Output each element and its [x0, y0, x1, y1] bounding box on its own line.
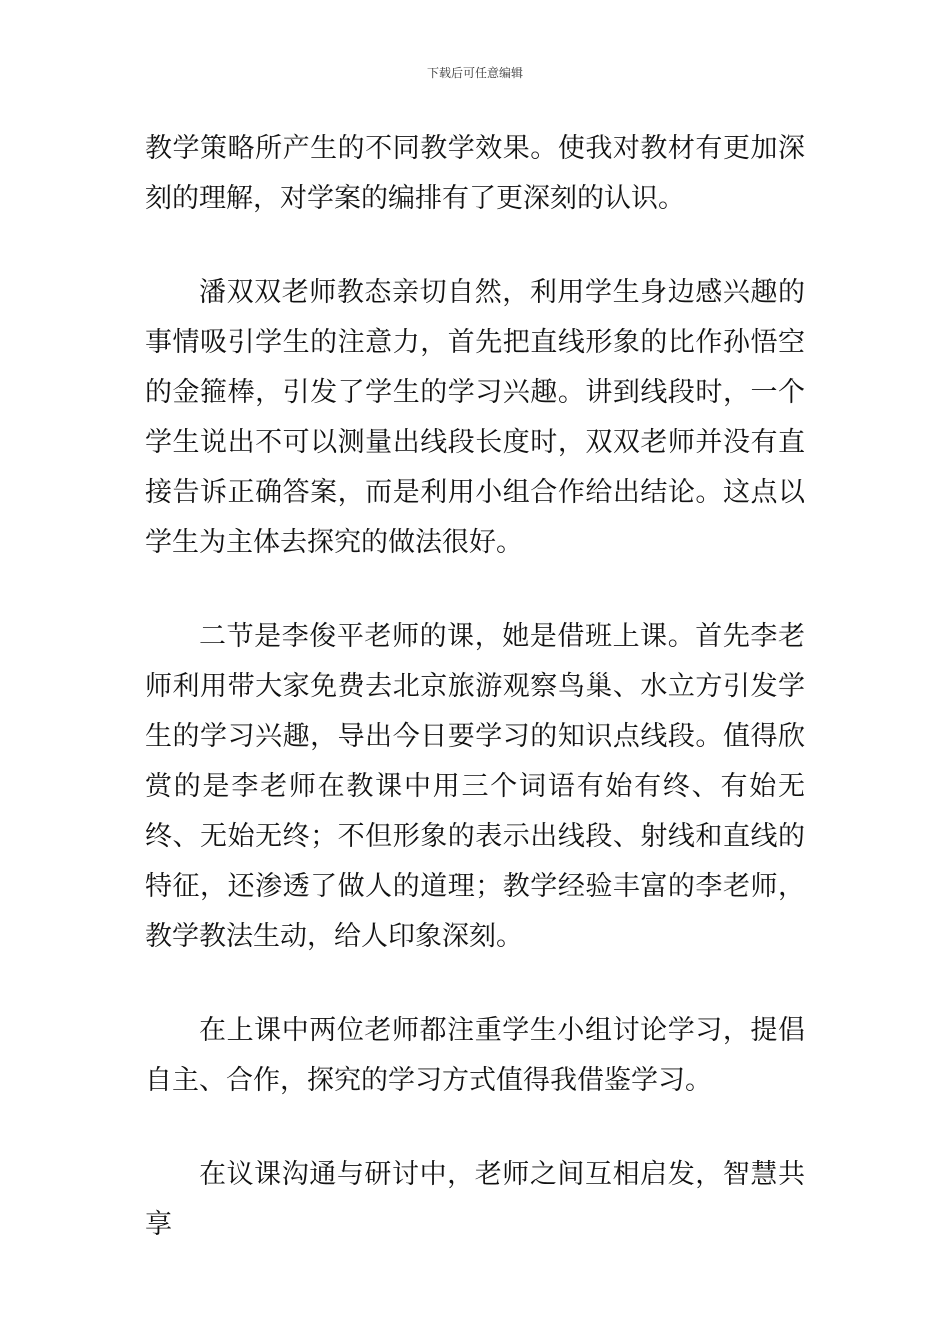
document-body — [145, 124, 805, 1250]
page-header: 下载后可任意编辑 — [426, 66, 523, 80]
paragraph-4: 在上课中两位老师都注重学生小组讨论学习，提倡自主、合作，探究的学习方式值得我借鉴学习。 — [145, 1015, 805, 1096]
paragraph-1: 教学策略所产生的不同教学效果。使我对教材有更加深刻的理解，对学案的编排有了更深刻的认识。 — [145, 133, 805, 214]
paragraph-3: 二节是李俊平老师的课，她是借班上课。首先李老师利用带大家免费去北京旅游观察鸟巢、水立方引发学生的学习兴趣，导出今日要学习的知识点线段。值得欣赏的是李老师在教课中用三个词语有始有终、有始无终、无始无终；不但形象的表示出线段、射线和直线的特征，还渗透了做人的道理；教学经验丰富的李老师，教学教法生动，给人印象深刻。 — [145, 621, 805, 952]
paragraph-2: 潘双双老师教态亲切自然，利用学生身边感兴趣的事情吸引学生的注意力，首先把直线形象的比作孙悟空的金箍棒，引发了学生的学习兴趣。讲到线段时，一个学生说出不可以测量出线段长度时，双双老师并没有直接告诉正确答案，而是利用小组合作给出结论。这点以学生为主体去探究的做法很好。 — [145, 277, 805, 558]
paragraph-5: 在议课沟通与研讨中，老师之间互相启发，智慧共享 — [145, 1159, 805, 1240]
